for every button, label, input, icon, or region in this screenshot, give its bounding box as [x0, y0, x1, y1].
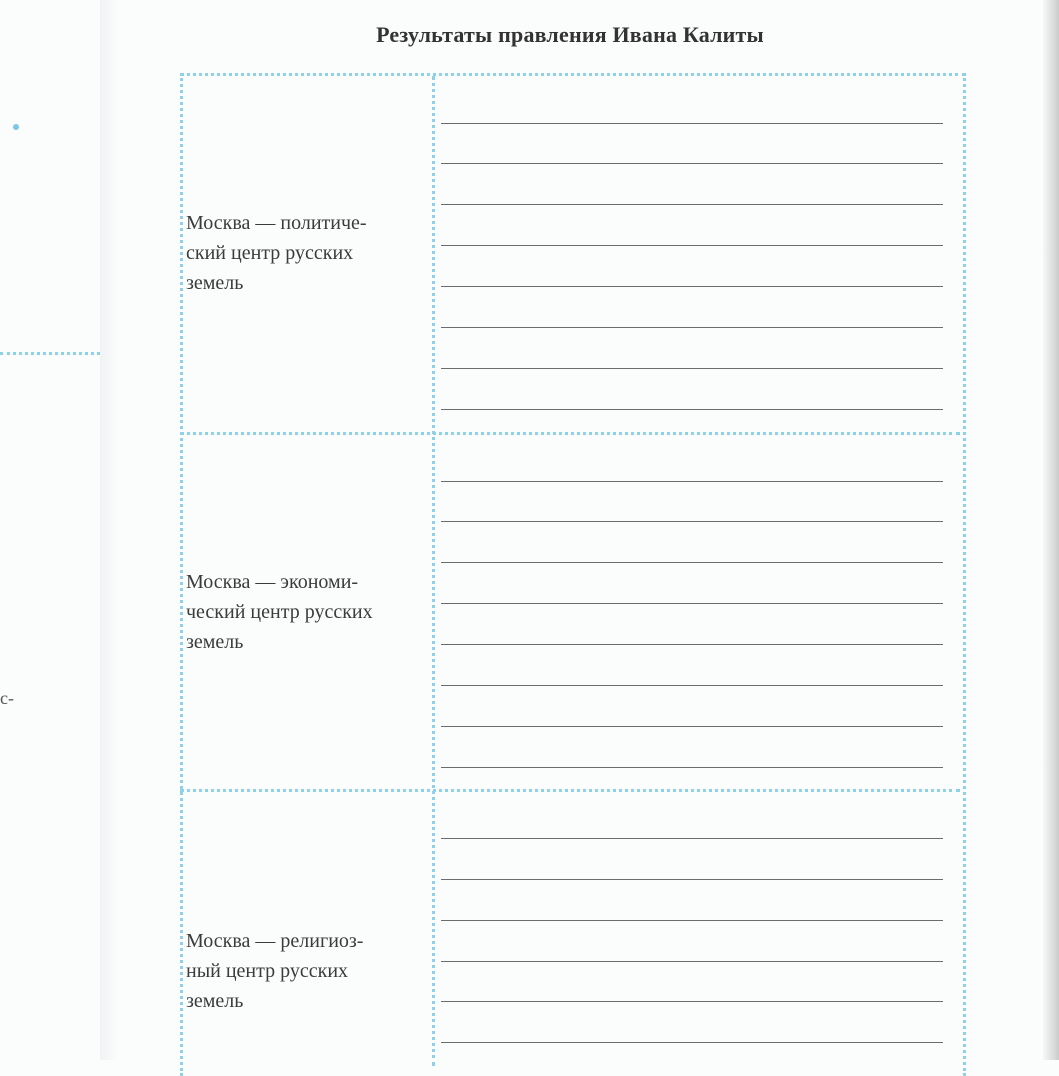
table-column-divider — [432, 76, 435, 1066]
answer-line[interactable] — [441, 163, 943, 164]
page-gutter-shadow — [100, 0, 118, 1060]
answer-line[interactable] — [441, 481, 943, 482]
answer-line[interactable] — [441, 838, 943, 839]
table-row-divider — [180, 432, 960, 435]
row-label-political: Москва — политиче- ский центр русских земель — [186, 212, 367, 294]
margin-bullet-dot — [13, 124, 19, 130]
answer-line[interactable] — [441, 245, 943, 246]
answer-line[interactable] — [441, 327, 943, 328]
row-label-religious: Москва — религиоз- ный центр русских земель — [186, 930, 364, 1012]
answer-line[interactable] — [441, 1001, 943, 1002]
answer-line[interactable] — [441, 644, 943, 645]
margin-dotted-rule — [0, 352, 100, 355]
table-row-divider — [180, 789, 960, 792]
answer-line[interactable] — [441, 685, 943, 686]
answer-line[interactable] — [441, 767, 943, 768]
answer-line[interactable] — [441, 726, 943, 727]
answer-line[interactable] — [441, 920, 943, 921]
answer-line[interactable] — [441, 521, 943, 522]
answer-line[interactable] — [441, 603, 943, 604]
answer-line[interactable] — [441, 123, 943, 124]
answer-line[interactable] — [441, 368, 943, 369]
answer-line[interactable] — [441, 879, 943, 880]
answer-line[interactable] — [441, 562, 943, 563]
answer-line[interactable] — [441, 961, 943, 962]
row-label-economic: Москва — экономи- ческий центр русских земель — [186, 571, 373, 653]
page-title: Результаты правления Ивана Калиты — [376, 22, 764, 47]
margin-text-fragment: с- — [0, 688, 14, 708]
answer-line[interactable] — [441, 286, 943, 287]
page-edge-shadow — [1043, 0, 1059, 1060]
answer-line[interactable] — [441, 409, 943, 410]
answer-line[interactable] — [441, 1042, 943, 1043]
answer-line[interactable] — [441, 204, 943, 205]
